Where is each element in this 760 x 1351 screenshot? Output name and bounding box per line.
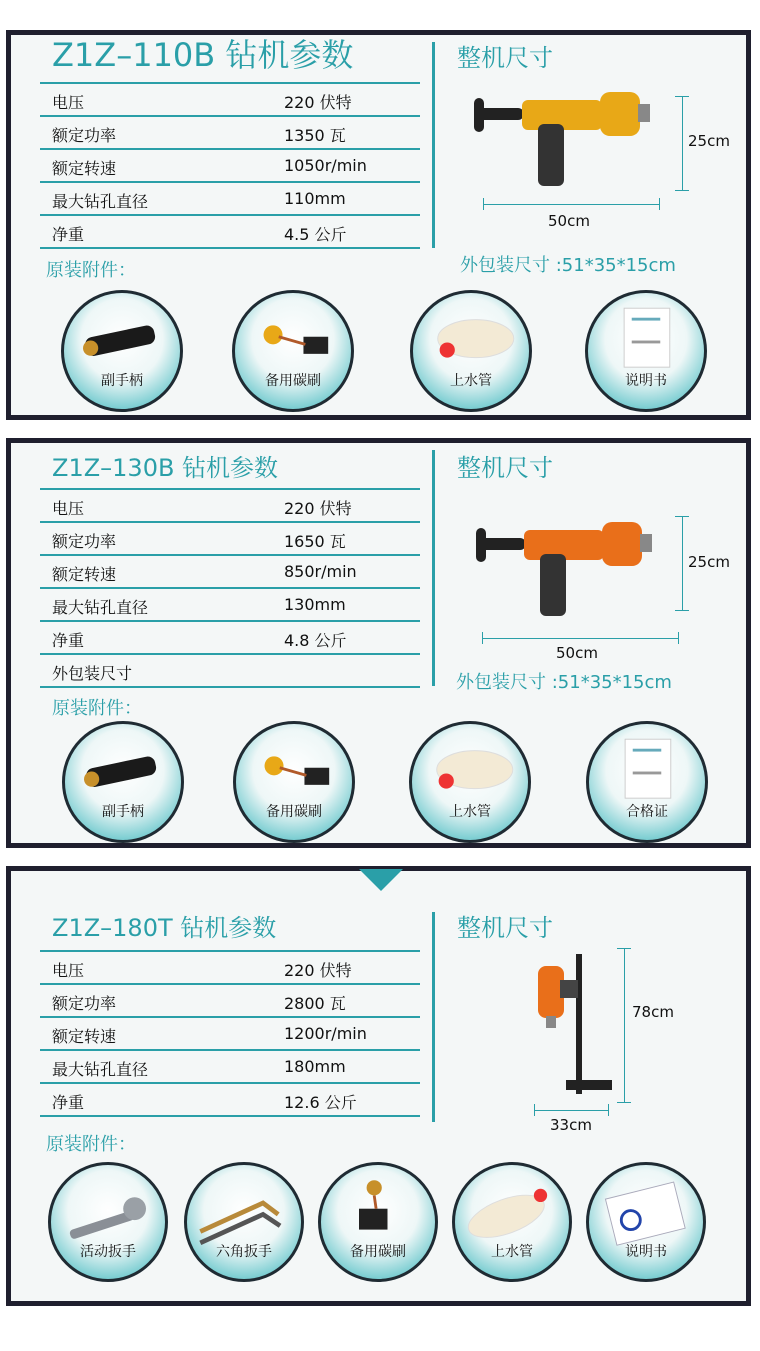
drill-image xyxy=(470,510,670,630)
height-cap xyxy=(617,1102,631,1103)
accessory-label: 副手柄 xyxy=(102,804,144,821)
accessories-title: 原装附件： xyxy=(52,698,142,719)
accessory-wrench xyxy=(48,1162,168,1282)
spec-table xyxy=(40,82,420,249)
spec-row: 额定转速 850r/min xyxy=(40,556,420,589)
spec-row: 最大钻孔直径 110mm xyxy=(40,183,420,216)
width-line xyxy=(534,1110,608,1111)
height-cap xyxy=(675,190,689,191)
width-label: 50cm xyxy=(548,212,590,230)
spec-table xyxy=(40,950,420,1117)
width-cap xyxy=(534,1104,535,1116)
height-label: 25cm xyxy=(688,553,730,571)
drill-stand-image xyxy=(530,950,620,1100)
accessory-water-hose xyxy=(409,721,531,843)
spec-row: 额定功率 1650 瓦 xyxy=(40,523,420,556)
divider xyxy=(432,450,435,686)
drill-image xyxy=(468,80,668,200)
divider xyxy=(432,912,435,1122)
package-size: 外包装尺寸 :51*35*15cm xyxy=(460,255,676,276)
accessory-label: 备用碳刷 xyxy=(265,373,321,390)
accessory-label: 上水管 xyxy=(450,373,492,390)
dims-title: 整机尺寸 xyxy=(457,914,553,942)
spec-row: 电压 220 伏特 xyxy=(40,490,420,523)
down-arrow-icon xyxy=(359,869,403,891)
panel-title: Z1Z–110B 钻机参数 xyxy=(52,36,354,74)
panel-title: Z1Z–130B 钻机参数 xyxy=(52,454,279,482)
accessories-title: 原装附件： xyxy=(46,260,136,281)
width-label: 50cm xyxy=(556,644,598,662)
spec-row: 最大钻孔直径 130mm xyxy=(40,589,420,622)
spec-row: 净重 4.8 公斤 xyxy=(40,622,420,655)
width-cap xyxy=(483,198,484,210)
height-cap xyxy=(675,516,689,517)
spec-row: 最大钻孔直径 180mm xyxy=(40,1051,420,1084)
dims-title: 整机尺寸 xyxy=(457,44,553,72)
height-line xyxy=(624,948,625,1102)
height-line xyxy=(682,96,683,190)
spec-table xyxy=(40,488,420,688)
accessory-water-hose xyxy=(452,1162,572,1282)
width-line xyxy=(482,638,678,639)
accessory-certificate xyxy=(586,721,708,843)
panel-title: Z1Z–180T 钻机参数 xyxy=(52,914,277,942)
accessory-handle xyxy=(61,290,183,412)
accessory-label: 活动扳手 xyxy=(80,1243,136,1260)
height-cap xyxy=(617,948,631,949)
dims-title: 整机尺寸 xyxy=(457,454,553,482)
accessory-hex-key xyxy=(184,1162,304,1282)
accessory-carbon-brush xyxy=(318,1162,438,1282)
height-cap xyxy=(675,610,689,611)
height-label: 25cm xyxy=(688,132,730,150)
spec-row: 净重 12.6 公斤 xyxy=(40,1084,420,1117)
spec-row: 电压 220 伏特 xyxy=(40,84,420,117)
package-size: 外包装尺寸 :51*35*15cm xyxy=(456,672,672,693)
spec-row: 电压 220 伏特 xyxy=(40,952,420,985)
height-line xyxy=(682,516,683,610)
accessory-label: 上水管 xyxy=(491,1243,533,1260)
divider xyxy=(432,42,435,248)
width-cap xyxy=(659,198,660,210)
accessory-label: 备用碳刷 xyxy=(350,1243,406,1260)
spec-row: 额定功率 2800 瓦 xyxy=(40,985,420,1018)
accessory-handle xyxy=(62,721,184,843)
height-label: 78cm xyxy=(632,1003,674,1021)
spec-row: 额定转速 1050r/min xyxy=(40,150,420,183)
accessory-label: 合格证 xyxy=(626,804,668,821)
width-cap xyxy=(482,632,483,644)
spec-row: 净重 4.5 公斤 xyxy=(40,216,420,249)
spec-row: 额定功率 1350 瓦 xyxy=(40,117,420,150)
accessory-carbon-brush xyxy=(232,290,354,412)
width-cap xyxy=(678,632,679,644)
accessories-title: 原装附件： xyxy=(46,1134,136,1155)
height-cap xyxy=(675,96,689,97)
accessory-label: 副手柄 xyxy=(101,373,143,390)
width-label: 33cm xyxy=(550,1116,592,1134)
accessory-manual xyxy=(585,290,707,412)
accessory-water-hose xyxy=(410,290,532,412)
accessory-manual xyxy=(586,1162,706,1282)
width-line xyxy=(483,204,659,205)
accessory-carbon-brush xyxy=(233,721,355,843)
accessory-label: 备用碳刷 xyxy=(266,804,322,821)
spec-row: 额定转速 1200r/min xyxy=(40,1018,420,1051)
accessory-label: 说明书 xyxy=(625,373,667,390)
width-cap xyxy=(608,1104,609,1116)
spec-row: 外包装尺寸 xyxy=(40,655,420,688)
accessory-label: 说明书 xyxy=(625,1243,667,1260)
accessory-label: 上水管 xyxy=(449,804,491,821)
accessory-label: 六角扳手 xyxy=(216,1243,272,1260)
